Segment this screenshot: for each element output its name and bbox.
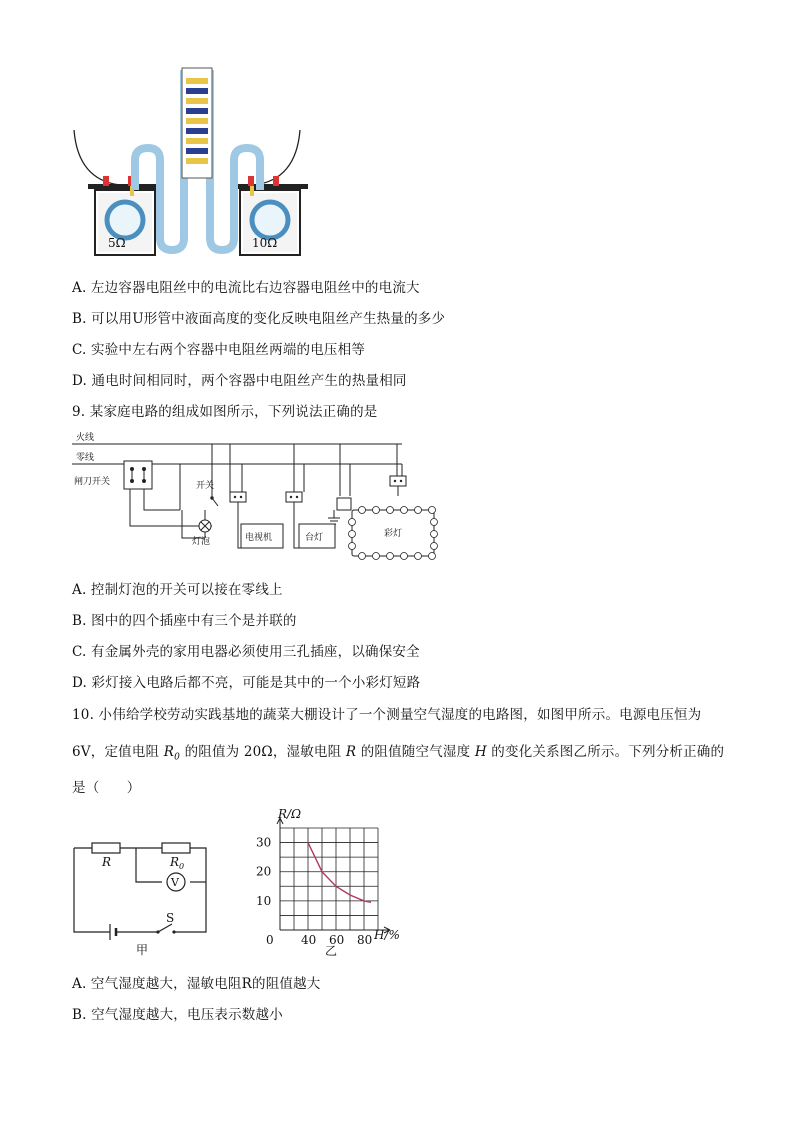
q9-option-b: B. 图中的四个插座中有三个是并联的	[72, 613, 297, 629]
left-resistor-label: 5Ω	[108, 236, 126, 250]
y-tick-label: 10	[256, 893, 272, 908]
y-tick-label: 30	[256, 835, 272, 850]
q10-r0-symbol: $R_0$	[163, 744, 181, 763]
q9-option-c: C. 有金属外壳的家用电器必须使用三孔插座，以确保安全	[72, 644, 420, 660]
x-tick-label: 80	[357, 933, 373, 947]
x-tick-label: 0	[266, 933, 274, 947]
household-circuit-figure	[72, 428, 452, 560]
q10-option-a: A. 空气湿度越大，湿敏电阻R的阻值越大	[72, 976, 321, 992]
q8-option-b: B. 可以用U形管中液面高度的变化反映电阻丝产生热量的多少	[72, 311, 446, 327]
r-label: R	[102, 855, 112, 869]
bulb-label: 灯泡	[192, 537, 211, 547]
q10-stem-part-a: 6V，定值电阻	[72, 744, 160, 760]
knife-switch-label: 闸刀开关	[74, 477, 111, 487]
q10-h-symbol: H	[474, 744, 487, 760]
chart-ylabel: R/Ω	[278, 807, 302, 821]
switch-s-label: S	[166, 911, 175, 925]
tv-label: 电视机	[245, 533, 273, 543]
q10-stem-part-b: 的阻值为 20Ω，湿敏电阻	[184, 744, 342, 760]
live-wire-label: 火线	[76, 433, 95, 443]
q10-stem-part-c: 的阻值随空气湿度	[360, 744, 471, 760]
y-tick-label: 20	[256, 864, 272, 879]
voltmeter-icon: V	[171, 876, 179, 889]
chart-xlabel: H/%	[374, 928, 400, 942]
humidity-circuit-figure	[66, 828, 226, 958]
q9-option-d: D. 彩灯接入电路后都不亮，可能是其中的一个小彩灯短路	[72, 675, 421, 691]
q8-option-a: A. 左边容器电阻丝中的电流比右边容器电阻丝中的电流大	[72, 280, 420, 296]
q10-stem-line3: 是（ ）	[72, 780, 141, 796]
x-tick-label: 60	[329, 933, 345, 947]
fig-b-caption: 乙	[325, 944, 338, 958]
r0-label: $R_0$	[170, 855, 185, 871]
q10-r-symbol: R	[345, 744, 357, 760]
q9-option-a: A. 控制灯泡的开关可以接在零线上	[72, 582, 283, 598]
right-resistor-label: 10Ω	[252, 236, 278, 250]
resistance-humidity-chart	[240, 800, 420, 960]
q10-stem-line1: 10. 小伟给学校劳动实践基地的蔬菜大棚设计了一个测量空气湿度的电路图，如图甲所示。电源电压恒为	[72, 707, 702, 723]
q10-stem-part-d: 的变化关系图乙所示。下列分析正确的	[491, 744, 725, 760]
fig-a-caption: 甲	[136, 943, 149, 957]
q10-option-b: B. 空气湿度越大，电压表示数越小	[72, 1007, 283, 1023]
q8-option-c: C. 实验中左右两个容器中电阻丝两端的电压相等	[72, 342, 366, 358]
q8-option-d: D. 通电时间相同时，两个容器中电阻丝产生的热量相同	[72, 373, 407, 389]
q10-stem-line2	[72, 740, 724, 763]
desk-lamp-label: 台灯	[305, 533, 324, 543]
u-tube-experiment-figure	[60, 60, 320, 265]
resistance-curve	[308, 843, 371, 903]
neutral-wire-label: 零线	[76, 453, 95, 463]
string-lights-label: 彩灯	[384, 529, 403, 539]
q9-stem: 9. 某家庭电路的组成如图所示，下列说法正确的是	[72, 404, 378, 420]
switch-label: 开关	[196, 481, 215, 491]
x-tick-label: 40	[301, 933, 317, 947]
